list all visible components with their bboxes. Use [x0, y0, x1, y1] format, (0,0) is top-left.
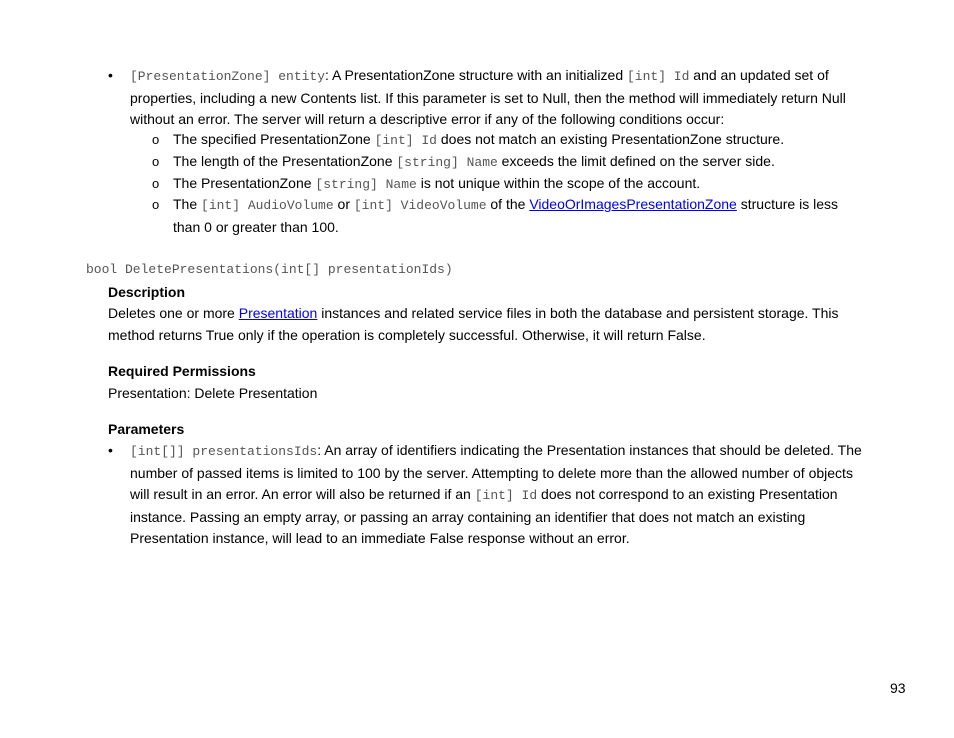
code-inline: [int] VideoVolume — [353, 198, 487, 213]
videoorimages-link[interactable]: VideoOrImagesPresentationZone — [529, 196, 737, 212]
code-inline: [int] Id — [374, 133, 437, 148]
circle-bullet-icon: o — [152, 176, 160, 191]
code-inline: [string] Name — [315, 177, 417, 192]
bullet-icon: • — [108, 442, 113, 458]
description-text: Deletes one or more Presentation instances and related service files in both the database and persistent storage. This method returns True only if the operation is completely successful. Otherwise, it will return False. — [108, 305, 839, 343]
circle-bullet-icon: o — [152, 154, 160, 169]
param-name: [int[]] presentationsIds — [130, 444, 318, 459]
code-inline: [int] Id — [627, 69, 690, 84]
method-signature: bool DeletePresentations(int[] presentationIds) — [86, 262, 453, 277]
entity-parameter-text: [PresentationZone] entity: A PresentationZone structure with an initialized [int] Id and an updated set of properties, including a new Contents list. If this parameter is set to Null, then the method will immediately return Null without an error. The server will return a descriptive error if any of the following conditions occur: — [130, 67, 846, 127]
permissions-text: Presentation: Delete Presentation — [108, 385, 318, 401]
description-heading: Description — [108, 284, 186, 300]
page-number: 93 — [890, 680, 906, 696]
param-name: [PresentationZone] entity — [130, 69, 326, 84]
code-inline: [string] Name — [396, 155, 498, 170]
code-inline: [int] Id — [474, 488, 538, 503]
circle-bullet-icon: o — [152, 197, 160, 212]
bullet-icon: • — [108, 67, 113, 83]
permissions-heading: Required Permissions — [108, 363, 256, 379]
presentationids-parameter-text: [int[]] presentationsIds: An array of identifiers indicating the Presentation instances that should be deleted. The number of passed items is limited to 100 by the server. Attempting to delete more than the allowed number of objects will result in an error. An error will also be returned if an [int] Id does not correspond to an existing Presentation instance. Passing an empty array, or passing an array containing an identifier that does not match an existing Presentation instance, will lead to an immediate False response without an error. — [130, 442, 862, 546]
code-inline: [int] AudioVolume — [201, 198, 334, 213]
circle-bullet-icon: o — [152, 132, 160, 147]
parameters-heading: Parameters — [108, 421, 185, 437]
presentation-link[interactable]: Presentation — [238, 305, 318, 321]
